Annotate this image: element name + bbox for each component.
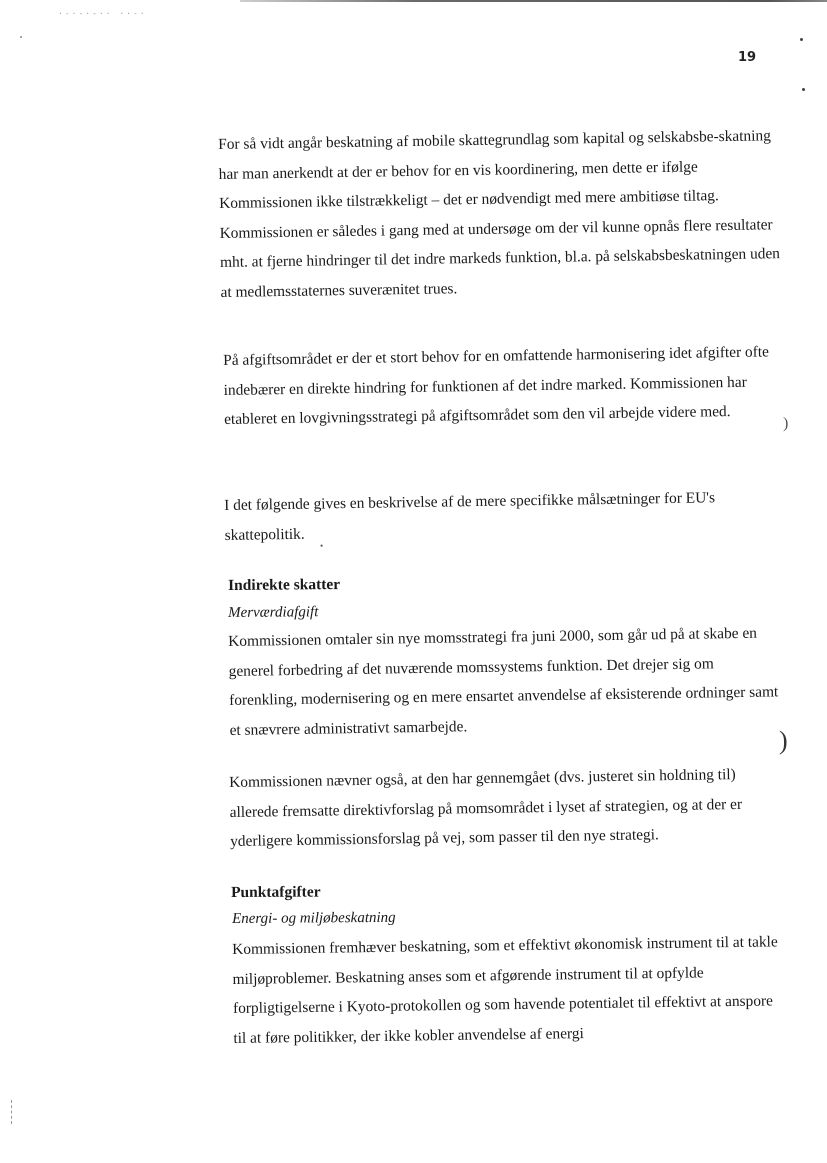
paragraph-mobile-tax-base: For så vidt angår beskatning af mobile skattegrundlag som kapital og selskabsbe-skatning har man anerkendt at der er behov for en vis koordinering, men dette er ifølge Kommissionen ikke tilstrækkeligt – det er nødvendigt med mere ambitiøse tiltag. Kommissionen er således i gang med at undersøge om der vil kunne opnås flere resultater mht. at fjerne hindringer til det indre markeds funktion, bl.a. på selskabsbeskatningen uden at medlemsstaternes suverænitet trues. [218, 127, 781, 301]
margin-hole-mark: ) [783, 415, 789, 432]
scan-speck [802, 88, 805, 91]
page-number: 19 [738, 50, 757, 65]
paragraph-following-description: I det følgende gives en beskrivelse af de mere specifikke målsætninger for EU's skattepolitik. [224, 489, 716, 544]
margin-hole-mark: ) [779, 726, 788, 755]
scan-edge-line [240, 0, 827, 2]
section-heading-indirect-taxes: Indirekte skatter [228, 576, 341, 594]
paragraph-vat-strategy: Kommissionen omtaler sin nye momsstrategi fra juni 2000, som går ud på at skabe en generel forbedring af det nuværende momssystems funktion. Det drejer sig om forenkling, modernisering og en mere ensartet anvendelse af eksisterende ordninger samt et snævrere administrativt samarbejde. [228, 624, 779, 739]
section-heading-excise: Punktafgifter [231, 883, 321, 901]
paragraph-directive-proposals: Kommissionen nævner også, at den har gennemgået (dvs. justeret sin holdning til) allerede fremsatte direktivforslag på momsområdet i lyset af strategien, og at der er yderligere kommissionsforslag på vej, som passer til den nye strategi. [229, 766, 743, 850]
margin-dash-mark [11, 1100, 14, 1124]
scan-speck [800, 38, 803, 41]
scan-speck-mark: • [320, 541, 324, 551]
paragraph-excise-harmonisation: På afgiftsområdet er der et stort behov for en omfattende harmonisering idet afgifter ofte indebærer en direkte hindring for funktionen af det indre marked. Kommissionen har etableret en lovgivningsstrategi på afgiftsområdet som den vil arbejde videre med. [223, 343, 770, 428]
paragraph-energy-taxation: Kommissionen fremhæver beskatning, som et effektivt økonomisk instrument til at takle miljøproblemer. Beskatning anses som et afgørende instrument til at opfylde forpligtigelserne i Kyoto-protokollen og som havende potentialet til effektivt at anspore til at føre politikker, der ikke kobler anvendelse af energi [232, 933, 778, 1047]
subheading-energy-environment: Energi- og miljøbeskatning [232, 909, 396, 927]
subheading-vat: Merværdiafgift [228, 604, 319, 621]
scan-speck [20, 36, 22, 38]
fax-header-line: ·-·-·-·· ··-· [58, 9, 147, 18]
